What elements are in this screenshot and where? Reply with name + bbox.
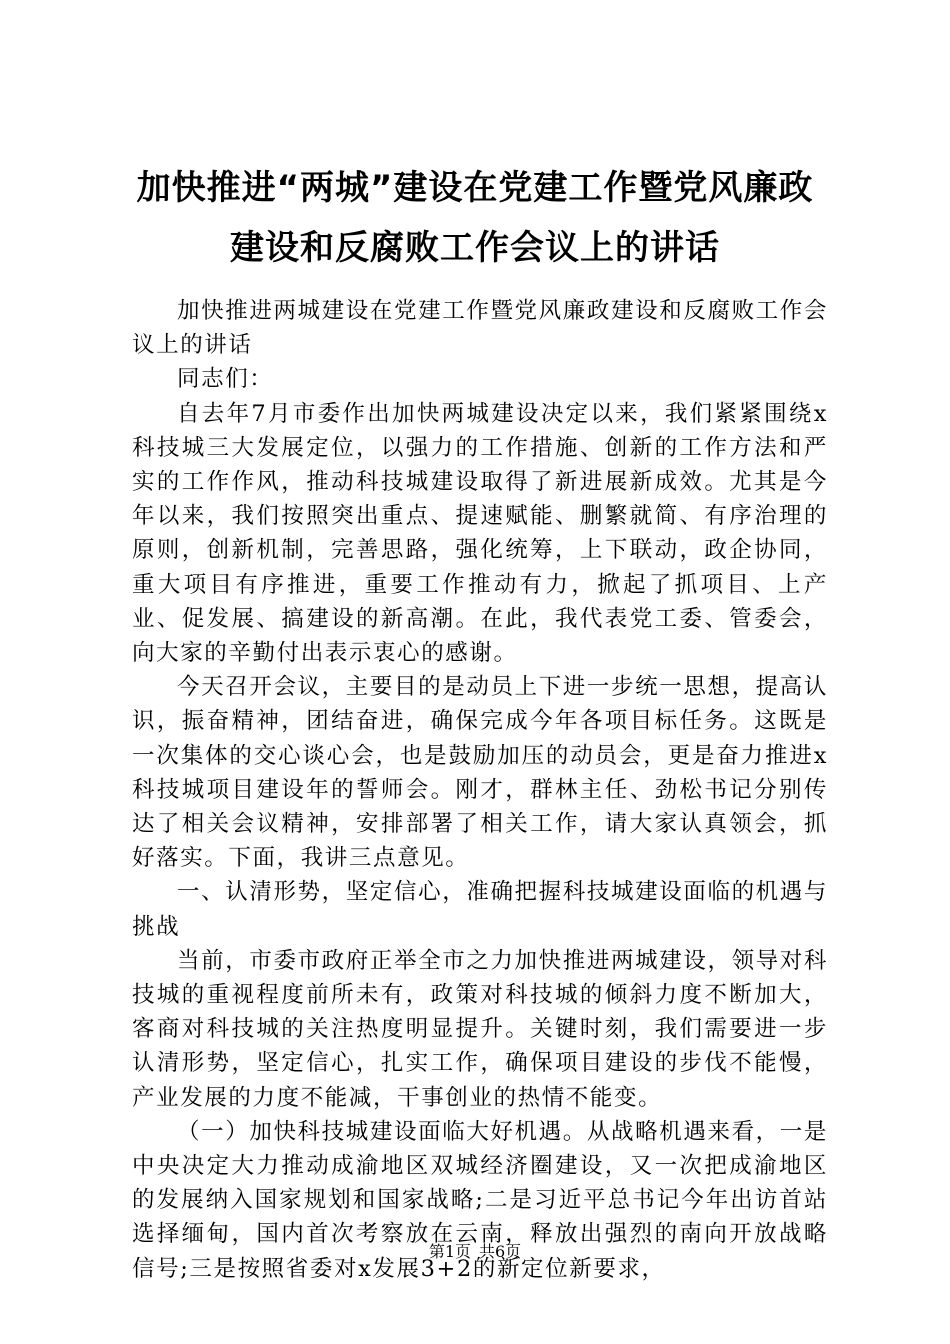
- paragraph: 自去年7月市委作出加快两城建设决定以来，我们紧紧围绕x科技城三大发展定位，以强力的工作措施、创新的工作方法和严实的工作作风，推动科技城建设取得了新进展新成效。尤其是今年以来，我们按照突出重点、提速赋能、删繁就简、有序治理的原则，创新机制，完善思路，强化统筹，上下联动，政企协同，重大项目有序推进，重要工作推动有力，掀起了抓项目、上产业、促发展、搞建设的新高潮。在此，我代表党工委、管委会，向大家的辛勤付出表示衷心的感谢。: [132, 400, 828, 667]
- paragraph-subtitle: 加快推进两城建设在党建工作暨党风廉政建设和反腐败工作会议上的讲话: [132, 298, 828, 359]
- section-heading: 一、认清形势，坚定信心，准确把握科技城建设面临的机遇与挑战: [132, 879, 828, 940]
- paragraph: 今天召开会议，主要目的是动员上下进一步统一思想，提高认识，振奋精神，团结奋进，确保完成今年各项目标任务。这既是一次集体的交心谈心会，也是鼓励加压的动员会，更是奋力推进x科技城项目建设年的誓师会。刚才，群林主任、劲松书记分别传达了相关会议精神，安排部署了相关工作，请大家认真领会，抓好落实。下面，我讲三点意见。: [132, 674, 828, 872]
- document-title: [120, 158, 830, 278]
- paragraph: （一）加快科技城建设面临大好机遇。从战略机遇来看，一是中央决定大力推动成渝地区双城经济圈建设，又一次把成渝地区的发展纳入国家规划和国家战略;二是习近平总书记今年出访首站选择缅甸，国内首次考察放在云南，释放出强烈的南向开放战略信号;三是按照省委对x发展3+2的新定位新要求，: [132, 1118, 828, 1282]
- paragraph-salutation: 同志们：: [177, 366, 274, 393]
- page-total: 共6页: [479, 1242, 522, 1261]
- page-number: 第1页: [428, 1242, 471, 1261]
- title-line: 加快推进“两城”建设在党建工作暨党风廉政: [136, 168, 814, 208]
- title-line: 建设和反腐败工作会议上的讲话: [230, 228, 720, 268]
- document-body: [132, 294, 828, 1286]
- paragraph: 当前，市委市政府正举全市之力加快推进两城建设，领导对科技城的重视程度前所未有，政策对科技城的倾斜力度不断加大，客商对科技城的关注热度明显提升。关键时刻，我们需要进一步认清形势，坚定信心，扎实工作，确保项目建设的步伐不能慢，产业发展的力度不能减，干事创业的热情不能变。: [132, 947, 828, 1111]
- page-footer: [0, 1242, 950, 1262]
